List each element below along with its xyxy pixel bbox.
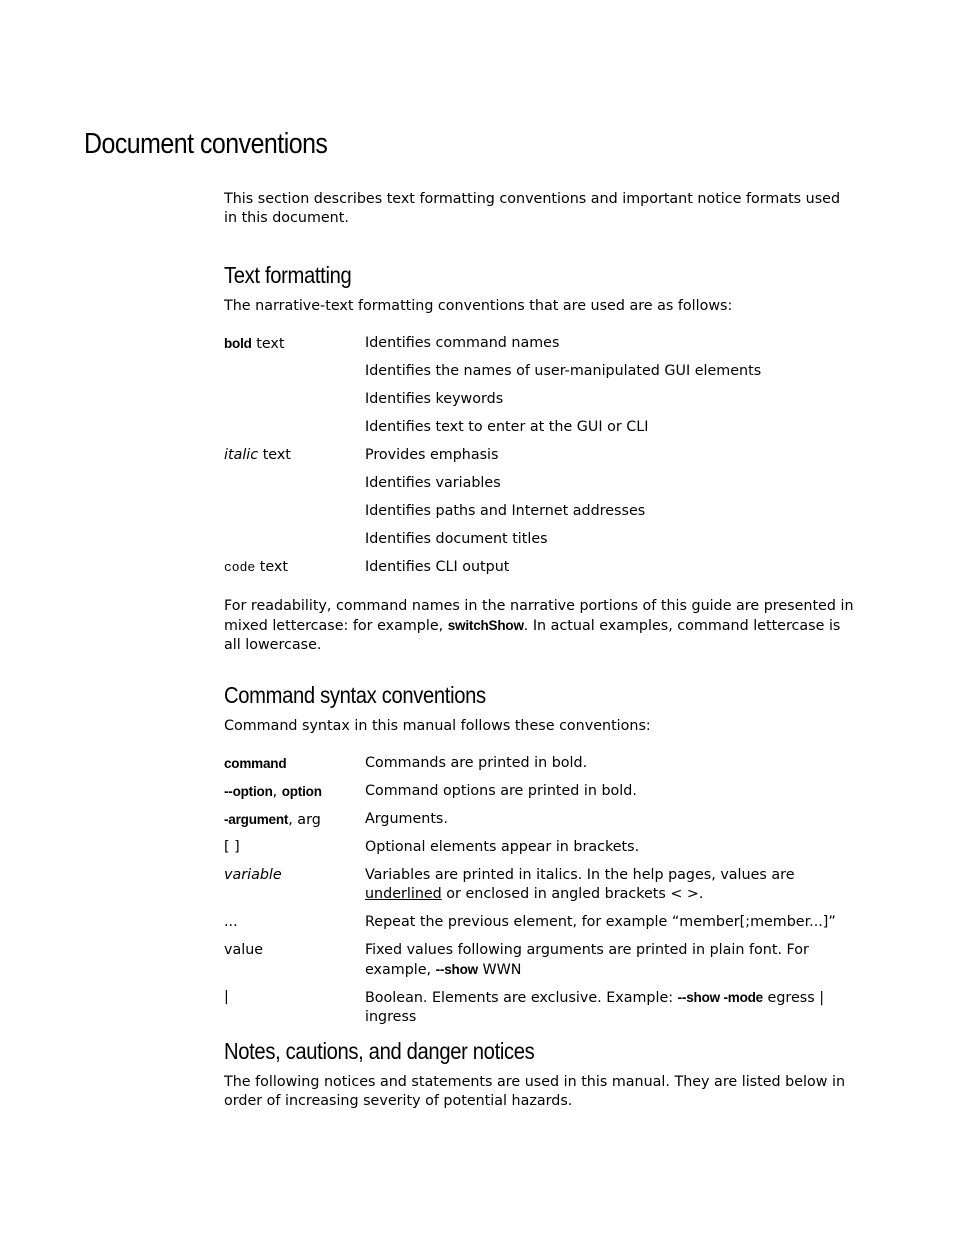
syntax-description: Fixed values following arguments are printed in plain font. For example, --show WWN — [365, 942, 809, 978]
table-row — [224, 754, 854, 782]
notices-lead: The following notices and statements are used in this manual. They are listed below in order of increasing severity of potential hazards. — [224, 1074, 845, 1109]
syntax-description: Command options are printed in bold. — [365, 783, 637, 799]
term-description: Identifies CLI output — [365, 559, 510, 575]
table-row — [224, 390, 854, 418]
table-row — [224, 988, 854, 1025]
table-row — [224, 362, 854, 390]
command-syntax-lead: Command syntax in this manual follows these conventions: — [224, 718, 651, 734]
table-row — [224, 418, 854, 446]
syntax-term: -argument, arg — [224, 812, 321, 828]
term-description: Identifies document titles — [365, 531, 548, 547]
syntax-description: Arguments. — [365, 811, 448, 827]
table-row — [224, 782, 854, 810]
table-row — [224, 474, 854, 502]
syntax-term: value — [224, 942, 264, 958]
term-description: Identifies paths and Internet addresses — [365, 503, 646, 519]
table-row — [224, 446, 854, 474]
syntax-description: Variables are printed in italics. In the help pages, values are underlined or enclosed in angled brackets < >. — [365, 867, 795, 902]
syntax-term: ... — [224, 914, 238, 930]
command-syntax-table — [224, 754, 854, 1025]
term-bold: bold text — [224, 336, 285, 352]
table-row — [224, 810, 854, 838]
table-row — [224, 913, 854, 941]
command-syntax-heading: Command syntax conventions — [224, 682, 486, 708]
syntax-term: [ ] — [224, 839, 240, 855]
table-row — [224, 530, 854, 558]
term-description: Identifies command names — [365, 335, 560, 351]
table-row — [224, 866, 854, 913]
main-content — [224, 190, 854, 1111]
term-code: code text — [224, 559, 288, 575]
table-row — [224, 334, 854, 362]
table-row — [224, 558, 854, 586]
intro-paragraph: This section describes text formatting conventions and important notice formats used in this document. — [224, 191, 841, 226]
notices-heading: Notes, cautions, and danger notices — [224, 1038, 535, 1064]
table-row — [224, 941, 854, 988]
syntax-term: command — [224, 756, 287, 771]
syntax-description: Optional elements appear in brackets. — [365, 839, 640, 855]
syntax-term: variable — [224, 867, 282, 883]
table-row — [224, 838, 854, 866]
page-title: Document conventions — [84, 128, 328, 160]
term-description: Identifies text to enter at the GUI or CLI — [365, 419, 649, 435]
term-italic: italic text — [224, 447, 291, 463]
text-formatting-heading: Text formatting — [224, 262, 352, 288]
syntax-description: Boolean. Elements are exclusive. Example: --show -mode egress | ingress — [365, 990, 825, 1025]
syntax-description: Commands are printed in bold. — [365, 755, 588, 771]
term-description: Provides emphasis — [365, 447, 499, 463]
syntax-term: | — [224, 989, 229, 1005]
term-description: Identifies the names of user-manipulated GUI elements — [365, 363, 762, 379]
syntax-term: --option, option — [224, 784, 322, 800]
term-description: Identifies variables — [365, 475, 501, 491]
table-row — [224, 502, 854, 530]
text-formatting-table — [224, 334, 854, 586]
syntax-description: Repeat the previous element, for example “member[;member...]” — [365, 914, 836, 930]
term-description: Identifies keywords — [365, 391, 504, 407]
text-formatting-lead: The narrative-text formatting conventions that are used are as follows: — [224, 298, 733, 314]
readability-paragraph: For readability, command names in the narrative portions of this guide are presented in mixed lettercase: for example, switchShow. In actual examples, command lettercase is all lowercase. — [224, 598, 854, 653]
